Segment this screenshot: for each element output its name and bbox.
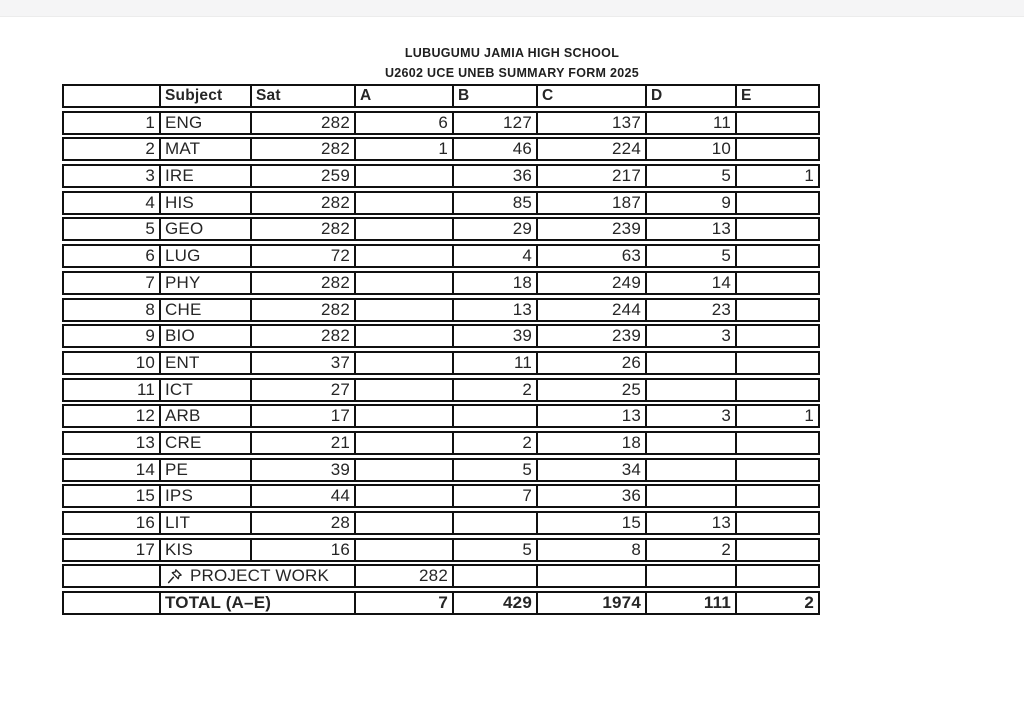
project-work-label <box>159 566 354 586</box>
cell-sat: 259 <box>250 166 354 186</box>
cell-grade-d: 9 <box>645 193 735 213</box>
cell-grade-e <box>735 273 818 293</box>
cell-sat: 282 <box>250 139 354 159</box>
cell-grade-a <box>354 246 452 266</box>
cell-total-e: 2 <box>735 593 818 613</box>
cell-row-number: 17 <box>135 539 155 559</box>
total-row <box>62 591 820 615</box>
cell-row-number: 9 <box>145 326 155 346</box>
cell-grade-d: 13 <box>645 513 735 533</box>
cell-grade-c: 217 <box>536 166 645 186</box>
cell-grade-c: 239 <box>536 326 645 346</box>
cell-sat: 72 <box>250 246 354 266</box>
cell-grade-c: 224 <box>536 139 645 159</box>
cell-row-number: 11 <box>136 379 155 399</box>
cell-grade-d <box>645 486 735 506</box>
cell-subject: LUG <box>159 246 250 266</box>
cell-grade-d: 13 <box>645 219 735 239</box>
document-header <box>0 43 1024 83</box>
cell-grade-b: 46 <box>452 139 536 159</box>
cell-row-number: 4 <box>145 192 155 212</box>
table-row <box>62 484 820 508</box>
cell-grade-a <box>354 219 452 239</box>
project-work-row <box>62 564 820 588</box>
cell-row-number: 6 <box>145 246 155 266</box>
cell-grade-e <box>735 113 818 133</box>
table-header-row <box>62 84 820 108</box>
cell-subject: KIS <box>159 540 250 560</box>
cell-grade-b: 4 <box>452 246 536 266</box>
cell-grade-a <box>354 460 452 480</box>
cell-subject: ENG <box>159 113 250 133</box>
cell-grade-e <box>735 326 818 346</box>
cell-grade-d: 5 <box>645 246 735 266</box>
cell-grade-a <box>354 166 452 186</box>
cell-grade-c: 63 <box>536 246 645 266</box>
cell-subject: ICT <box>159 380 250 400</box>
cell-grade-d <box>645 460 735 480</box>
cell-subject: ENT <box>159 353 250 373</box>
cell-grade-e <box>735 513 818 533</box>
cell-grade-d <box>645 566 735 586</box>
cell-grade-a <box>354 380 452 400</box>
top-band <box>0 0 1024 17</box>
cell-grade-b: 127 <box>452 113 536 133</box>
cell-grade-c: 18 <box>536 433 645 453</box>
cell-grade-b <box>452 513 536 533</box>
cell-sat: 44 <box>250 486 354 506</box>
cell-grade-d: 10 <box>645 139 735 159</box>
cell-subject: ARB <box>159 406 250 426</box>
cell-grade-c: 34 <box>536 460 645 480</box>
cell-subject: PHY <box>159 273 250 293</box>
cell-grade-b <box>452 406 536 426</box>
cell-grade-d <box>645 353 735 373</box>
cell-row-number: 2 <box>145 139 155 159</box>
project-work-text: PROJECT WORK <box>190 566 330 586</box>
cell-grade-b: 36 <box>452 166 536 186</box>
cell-total-b: 429 <box>452 593 536 613</box>
cell-grade-e <box>735 300 818 320</box>
cell-sat: 282 <box>250 113 354 133</box>
cell-row-number: 14 <box>135 459 155 479</box>
cell-grade-c: 137 <box>536 113 645 133</box>
table-row <box>62 217 820 241</box>
cell-grade-d <box>645 380 735 400</box>
cell-grade-a <box>354 273 452 293</box>
cell-sat: 17 <box>250 406 354 426</box>
cell-subject: IPS <box>159 486 250 506</box>
table-row <box>62 298 820 322</box>
cell-grade-c: 36 <box>536 486 645 506</box>
cell-grade-a <box>354 300 452 320</box>
cell-grade-c: 15 <box>536 513 645 533</box>
table-row <box>62 378 820 402</box>
cell-grade-b: 5 <box>452 540 536 560</box>
cell-grade-c <box>536 566 645 586</box>
cell-row-number <box>64 593 159 613</box>
cell-grade-e <box>735 139 818 159</box>
cell-row-number: 1 <box>145 112 155 132</box>
header-cell-a: A <box>354 86 452 106</box>
cell-grade-a <box>354 433 452 453</box>
cell-sat: 39 <box>250 460 354 480</box>
cell-grade-e <box>735 486 818 506</box>
cell-row-number: 12 <box>135 406 155 426</box>
pushpin-icon <box>165 567 184 586</box>
cell-total-d: 111 <box>645 593 735 613</box>
cell-grade-b: 39 <box>452 326 536 346</box>
cell-grade-d: 23 <box>645 300 735 320</box>
cell-sat: 28 <box>250 513 354 533</box>
cell-grade-e <box>735 460 818 480</box>
cell-grade-b: 2 <box>452 380 536 400</box>
cell-sat: 27 <box>250 380 354 400</box>
cell-grade-e <box>735 380 818 400</box>
cell-grade-d: 5 <box>645 166 735 186</box>
cell-grade-b: 18 <box>452 273 536 293</box>
cell-grade-a: 282 <box>354 566 452 586</box>
table-row <box>62 431 820 455</box>
cell-grade-c: 249 <box>536 273 645 293</box>
cell-grade-c: 8 <box>536 540 645 560</box>
header-cell-index <box>64 86 159 106</box>
cell-sat: 282 <box>250 300 354 320</box>
cell-grade-c: 244 <box>536 300 645 320</box>
cell-grade-a <box>354 326 452 346</box>
header-cell-c: C <box>536 86 645 106</box>
cell-subject: IRE <box>159 166 250 186</box>
cell-sat: 282 <box>250 326 354 346</box>
cell-grade-a <box>354 353 452 373</box>
header-cell-d: D <box>645 86 735 106</box>
cell-subject: GEO <box>159 219 250 239</box>
cell-subject: CHE <box>159 300 250 320</box>
cell-grade-c: 239 <box>536 219 645 239</box>
header-cell-sat: Sat <box>250 86 354 106</box>
table-row <box>62 244 820 268</box>
cell-row-number: 16 <box>135 513 155 532</box>
cell-row-number: 7 <box>145 272 155 292</box>
cell-grade-b <box>452 566 536 586</box>
cell-row-number: 8 <box>145 299 155 319</box>
cell-grade-d: 3 <box>645 326 735 346</box>
cell-total-a: 7 <box>354 593 452 613</box>
cell-subject: LIT <box>159 513 250 533</box>
cell-grade-c: 26 <box>536 353 645 373</box>
table-row <box>62 111 820 135</box>
cell-grade-b: 7 <box>452 486 536 506</box>
cell-sat: 21 <box>250 433 354 453</box>
total-label: TOTAL (A–E) <box>159 593 354 613</box>
table-row <box>62 458 820 482</box>
cell-row-number: 5 <box>145 219 155 239</box>
cell-grade-d: 14 <box>645 273 735 293</box>
table-row <box>62 324 820 348</box>
cell-grade-e: 1 <box>735 406 818 426</box>
cell-grade-c: 187 <box>536 193 645 213</box>
table-row <box>62 137 820 161</box>
cell-grade-e <box>735 540 818 560</box>
cell-subject: HIS <box>159 193 250 213</box>
cell-grade-e <box>735 219 818 239</box>
cell-subject: CRE <box>159 433 250 453</box>
cell-row-number: 15 <box>135 486 155 506</box>
cell-subject: PE <box>159 460 250 480</box>
summary-table <box>62 84 820 615</box>
cell-grade-e <box>735 193 818 213</box>
cell-grade-a <box>354 193 452 213</box>
table-row <box>62 191 820 215</box>
cell-sat: 282 <box>250 193 354 213</box>
cell-row-number <box>64 566 159 586</box>
cell-subject: MAT <box>159 139 250 159</box>
cell-grade-b: 13 <box>452 300 536 320</box>
cell-grade-e: 1 <box>735 166 818 186</box>
cell-grade-b: 2 <box>452 433 536 453</box>
table-row <box>62 404 820 428</box>
school-name: LUBUGUMU JAMIA HIGH SCHOOL <box>404 46 620 60</box>
header-cell-e: E <box>735 86 818 106</box>
cell-sat: 282 <box>250 219 354 239</box>
cell-grade-d: 11 <box>645 113 735 133</box>
cell-grade-b: 5 <box>452 460 536 480</box>
cell-sat: 37 <box>250 353 354 373</box>
cell-grade-e <box>735 433 818 453</box>
table-row <box>62 164 820 188</box>
cell-row-number: 13 <box>135 432 155 452</box>
cell-grade-a <box>354 540 452 560</box>
cell-grade-e <box>735 246 818 266</box>
cell-grade-e <box>735 353 818 373</box>
cell-grade-b: 29 <box>452 219 536 239</box>
cell-grade-a: 6 <box>354 113 452 133</box>
cell-grade-b: 85 <box>452 193 536 213</box>
table-row <box>62 511 820 535</box>
cell-grade-a <box>354 513 452 533</box>
cell-sat: 16 <box>250 540 354 560</box>
form-title: U2602 UCE UNEB SUMMARY FORM 2025 <box>384 66 640 80</box>
header-cell-subject: Subject <box>159 86 250 106</box>
cell-grade-d: 2 <box>645 540 735 560</box>
cell-grade-a <box>354 486 452 506</box>
cell-sat: 282 <box>250 273 354 293</box>
cell-grade-d <box>645 433 735 453</box>
cell-total-c: 1974 <box>536 593 645 613</box>
cell-grade-a: 1 <box>354 139 452 159</box>
cell-grade-c: 25 <box>536 380 645 400</box>
cell-row-number: 10 <box>135 352 155 372</box>
cell-subject: BIO <box>159 326 250 346</box>
cell-grade-a <box>354 406 452 426</box>
cell-grade-b: 11 <box>452 353 536 373</box>
cell-row-number: 3 <box>145 166 155 186</box>
cell-grade-d: 3 <box>645 406 735 426</box>
header-cell-b: B <box>452 86 536 106</box>
cell-grade-c: 13 <box>536 406 645 426</box>
table-row <box>62 538 820 562</box>
cell-grade-e <box>735 566 818 586</box>
table-row <box>62 271 820 295</box>
table-row <box>62 351 820 375</box>
